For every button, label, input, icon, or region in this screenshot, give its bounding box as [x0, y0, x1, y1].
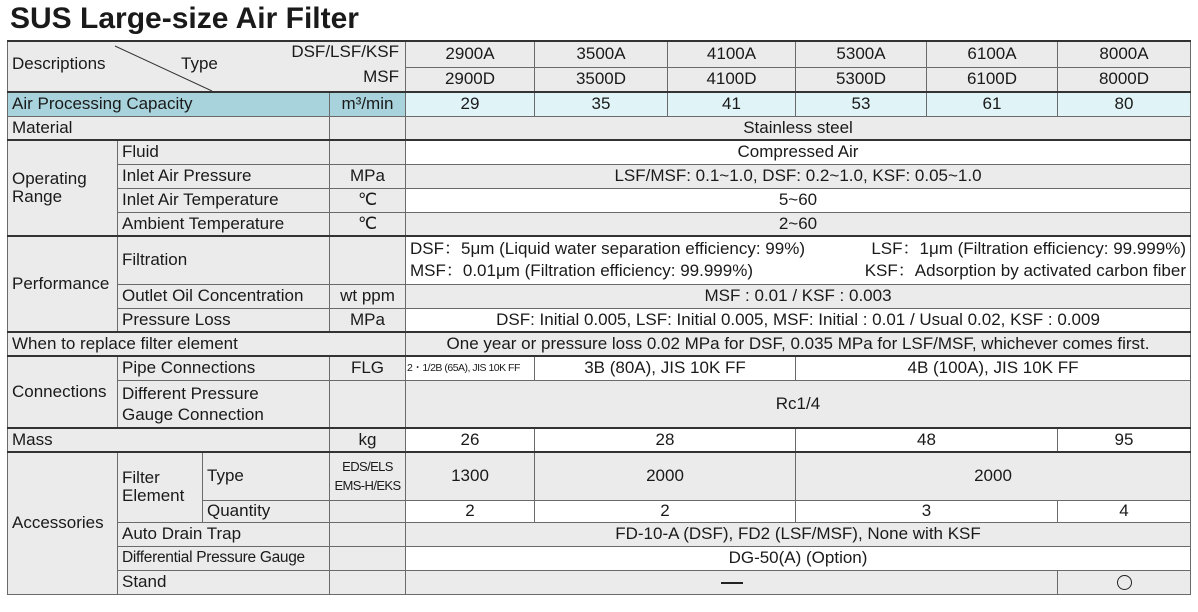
filter-type-value: 2000 — [535, 452, 796, 500]
stand-label: Stand — [118, 570, 330, 594]
circle-icon — [1117, 575, 1132, 590]
auto-drain-label: Auto Drain Trap — [118, 522, 330, 546]
diff-gauge-value: DG-50(A) (Option) — [406, 546, 1191, 570]
mass-value: 95 — [1058, 428, 1191, 452]
filter-element-label: Filter Element — [118, 452, 203, 522]
pipe-connection-value: 4B (100A), JIS 10K FF — [796, 356, 1191, 380]
quantity-value: 3 — [796, 500, 1058, 522]
pipe-connections-label: Pipe Connections — [118, 356, 330, 380]
filter-type-value: 1300 — [406, 452, 535, 500]
filtration-value — [406, 236, 1191, 284]
inlet-pressure-value: LSF/MSF: 0.1~1.0, DSF: 0.2~1.0, KSF: 0.05~1.0 — [406, 164, 1191, 188]
model-cell: 3500D — [535, 67, 668, 92]
model-cell: 6100D — [927, 67, 1058, 92]
filtration-lsf: LSF：1μm (Filtration efficiency: 99.999%) — [871, 239, 1186, 259]
quantity-unit — [330, 500, 406, 522]
pipe-connection-value: 3B (80A), JIS 10K FF — [535, 356, 796, 380]
operating-range-label: Operating Range — [8, 140, 118, 236]
inlet-temp-value: 5~60 — [406, 188, 1191, 212]
connections-label: Connections — [8, 356, 118, 428]
diff-gauge-unit — [330, 546, 406, 570]
performance-label: Performance — [8, 236, 118, 332]
ambient-temp-unit: ℃ — [330, 212, 406, 236]
model-cell: 5300D — [796, 67, 927, 92]
stand-value-included — [1058, 570, 1191, 594]
filter-type-value: 2000 — [796, 452, 1191, 500]
filtration-msf: MSF：0.01μm (Filtration efficiency: 99.999%) — [410, 261, 753, 281]
fluid-label: Fluid — [118, 140, 330, 164]
model-cell: 4100D — [668, 67, 796, 92]
mass-label: Mass — [8, 428, 330, 452]
header-dsf-lsf-ksf-label: DSF/LSF/KSF — [291, 42, 399, 61]
ambient-temp-label: Ambient Temperature — [118, 212, 330, 236]
model-cell: 6100A — [927, 41, 1058, 67]
mass-value: 28 — [535, 428, 796, 452]
fluid-unit — [330, 140, 406, 164]
filter-type-unit-line1: EDS/ELS — [342, 459, 393, 475]
material-value: Stainless steel — [406, 116, 1191, 140]
auto-drain-unit — [330, 522, 406, 546]
pipe-connection-value: 2・1/2B (65A), JIS 10K FF — [406, 356, 535, 380]
filter-type-label: Type — [203, 452, 330, 500]
spec-table — [7, 40, 1191, 595]
oil-concentration-unit: wt ppm — [330, 284, 406, 308]
pressure-loss-unit: MPa — [330, 308, 406, 332]
model-cell: 2900A — [406, 41, 535, 67]
inlet-pressure-label: Inlet Air Pressure — [118, 164, 330, 188]
air-capacity-value: 80 — [1058, 92, 1191, 116]
header-msf-label: MSF — [363, 67, 399, 86]
model-cell: 8000D — [1058, 67, 1191, 92]
air-capacity-value: 41 — [668, 92, 796, 116]
model-cell: 3500A — [535, 41, 668, 67]
gauge-connection-label-line2: Gauge Connection — [122, 404, 264, 424]
gauge-connection-value: Rc1/4 — [406, 380, 1191, 428]
header-descriptions-label: Descriptions — [12, 54, 106, 73]
replace-label: When to replace filter element — [8, 332, 406, 356]
model-cell: 4100A — [668, 41, 796, 67]
gauge-connection-label-line1: Different Pressure — [122, 383, 259, 403]
ambient-temp-value: 2~60 — [406, 212, 1191, 236]
mass-value: 26 — [406, 428, 535, 452]
material-label: Material — [8, 116, 330, 140]
mass-value: 48 — [796, 428, 1058, 452]
dash-icon — [721, 582, 743, 584]
quantity-value: 2 — [535, 500, 796, 522]
inlet-temp-label: Inlet Air Temperature — [118, 188, 330, 212]
filtration-dsf: DSF：5μm (Liquid water separation efficiency: 99%) — [410, 239, 805, 259]
oil-concentration-value: MSF : 0.01 / KSF : 0.003 — [406, 284, 1191, 308]
header-descriptions-type-cell — [8, 41, 406, 92]
model-cell: 5300A — [796, 41, 927, 67]
material-unit — [330, 116, 406, 140]
accessories-label: Accessories — [8, 452, 118, 594]
quantity-value: 4 — [1058, 500, 1191, 522]
pipe-connections-unit: FLG — [330, 356, 406, 380]
gauge-connection-unit — [330, 380, 406, 428]
air-capacity-unit: m³/min — [330, 92, 406, 116]
model-cell: 2900D — [406, 67, 535, 92]
filtration-label: Filtration — [118, 236, 330, 284]
pressure-loss-value: DSF: Initial 0.005, LSF: Initial 0.005, MSF: Initial : 0.01 / Usual 0.02, KSF : 0.009 — [406, 308, 1191, 332]
auto-drain-value: FD-10-A (DSF), FD2 (LSF/MSF), None with KSF — [406, 522, 1191, 546]
filtration-unit — [330, 236, 406, 284]
stand-unit — [330, 570, 406, 594]
fluid-value: Compressed Air — [406, 140, 1191, 164]
pressure-loss-label: Pressure Loss — [118, 308, 330, 332]
air-capacity-value: 29 — [406, 92, 535, 116]
replace-value: One year or pressure loss 0.02 MPa for DSF, 0.035 MPa for LSF/MSF, whichever comes first. — [406, 332, 1191, 356]
air-capacity-value: 35 — [535, 92, 668, 116]
air-capacity-value: 53 — [796, 92, 927, 116]
quantity-label: Quantity — [203, 500, 330, 522]
stand-value-none — [406, 570, 1058, 594]
mass-unit: kg — [330, 428, 406, 452]
air-capacity-value: 61 — [927, 92, 1058, 116]
filter-type-unit-line2: EMS-H/EKS — [334, 478, 401, 494]
diff-gauge-label: Differential Pressure Gauge — [118, 546, 330, 570]
header-type-label: Type — [181, 54, 218, 73]
page-title: SUS Large-size Air Filter — [10, 2, 359, 35]
oil-concentration-label: Outlet Oil Concentration — [118, 284, 330, 308]
filter-type-unit — [330, 452, 406, 500]
inlet-temp-unit: ℃ — [330, 188, 406, 212]
model-cell: 8000A — [1058, 41, 1191, 67]
quantity-value: 2 — [406, 500, 535, 522]
air-capacity-label: Air Processing Capacity — [8, 92, 330, 116]
gauge-connection-label — [118, 380, 330, 428]
filtration-ksf: KSF：Adsorption by activated carbon fiber — [864, 261, 1186, 281]
inlet-pressure-unit: MPa — [330, 164, 406, 188]
